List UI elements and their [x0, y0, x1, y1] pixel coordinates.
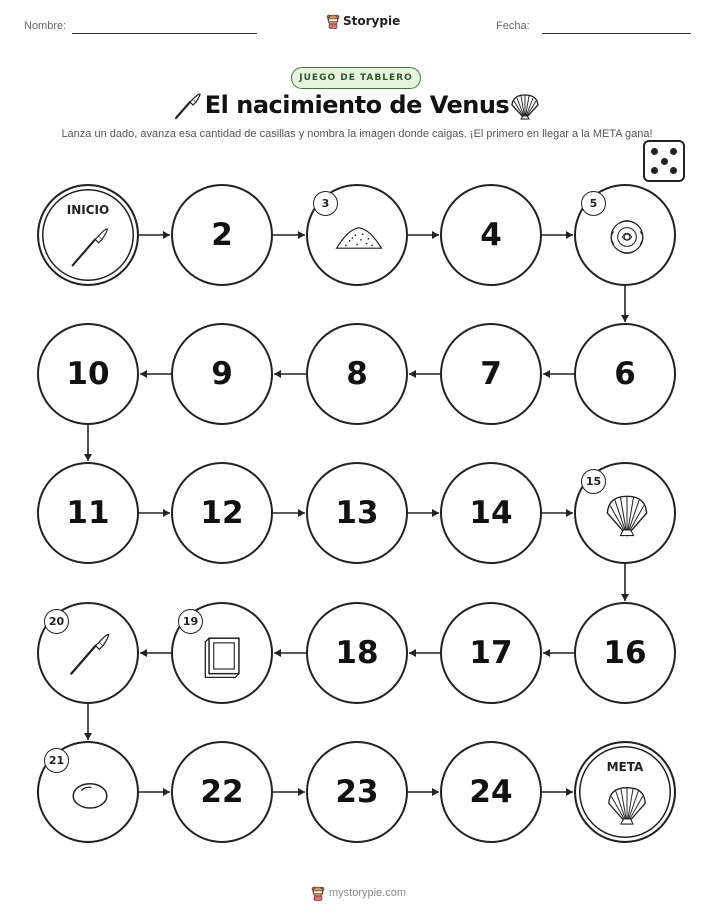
cell-number: 13: [335, 495, 379, 531]
arrowhead-icon: [163, 509, 170, 517]
seashell-icon: [599, 487, 655, 543]
bear-mascot-icon: [311, 885, 325, 901]
board-cell-11: [37, 462, 139, 564]
board-cell-22: [171, 741, 273, 843]
cell-number: 14: [469, 495, 513, 531]
cell-number: 24: [469, 774, 513, 810]
arrowhead-icon: [409, 370, 416, 378]
arrowhead-icon: [621, 594, 629, 601]
board-cell-12: [171, 462, 273, 564]
canvas-frame-icon: [196, 627, 252, 683]
arrowhead-icon: [621, 315, 629, 322]
arrowhead-icon: [140, 649, 147, 657]
arrowhead-icon: [543, 370, 550, 378]
rose-icon: [599, 209, 655, 265]
board-cell-7: [440, 323, 542, 425]
board-cell-21: [37, 741, 139, 843]
board-cell-10: [37, 323, 139, 425]
arrowhead-icon: [566, 509, 573, 517]
arrowhead-icon: [432, 231, 439, 239]
cell-number-badge: 19: [178, 609, 203, 634]
cell-label: INICIO: [66, 203, 110, 217]
footer: [311, 885, 406, 901]
board-cell-2: [171, 184, 273, 286]
cell-label: META: [606, 760, 644, 774]
arrowhead-icon: [409, 649, 416, 657]
arrowhead-icon: [566, 231, 573, 239]
cell-number-badge: 15: [581, 469, 606, 494]
instructions: Lanza un dado, avanza esa cantidad de casillas y nombra la imagen donde caigas. ¡El primero en llegar a la META gana!: [61, 128, 653, 140]
cell-number: 9: [211, 356, 233, 392]
board-cell-13: [306, 462, 408, 564]
brand-name: Storypie: [343, 14, 401, 28]
game-type-badge: JUEGO DE TABLERO: [291, 67, 421, 89]
board-cell-5: [574, 184, 676, 286]
arrowhead-icon: [432, 509, 439, 517]
cell-number: 22: [200, 774, 244, 810]
board-cell-3: [306, 184, 408, 286]
arrowhead-icon: [298, 231, 305, 239]
cell-number-badge: 21: [44, 748, 69, 773]
arrowhead-icon: [84, 733, 92, 740]
seashell-icon: [601, 779, 653, 831]
paintbrush-icon: [64, 222, 116, 274]
name-label: Nombre:: [24, 20, 67, 32]
board-cell-6: [574, 323, 676, 425]
sand-pile-icon: [331, 209, 387, 265]
cell-number: 11: [66, 495, 110, 531]
cell-number: 4: [480, 217, 502, 253]
cell-number: 2: [211, 217, 233, 253]
arrowhead-icon: [543, 649, 550, 657]
finish-cell: [574, 741, 676, 843]
arrowhead-icon: [298, 509, 305, 517]
board-cell-18: [306, 602, 408, 704]
arrowhead-icon: [432, 788, 439, 796]
board-cell-9: [171, 323, 273, 425]
cell-number: 23: [335, 774, 379, 810]
board-cell-4: [440, 184, 542, 286]
cell-number-badge: 20: [44, 609, 69, 634]
board-cell-20: [37, 602, 139, 704]
date-label: Fecha:: [496, 20, 530, 32]
arrowhead-icon: [163, 788, 170, 796]
board-cell-14: [440, 462, 542, 564]
cell-number: 10: [66, 356, 110, 392]
cell-number: 8: [346, 356, 368, 392]
cell-number-badge: 5: [581, 191, 606, 216]
footer-url: mystorypie.com: [329, 887, 407, 899]
board-cell-15: [574, 462, 676, 564]
cell-number: 6: [614, 356, 636, 392]
arrowhead-icon: [566, 788, 573, 796]
board-cell-16: [574, 602, 676, 704]
arrowhead-icon: [163, 231, 170, 239]
cell-number: 7: [480, 356, 502, 392]
cell-number: 16: [603, 635, 647, 671]
arrowhead-icon: [298, 788, 305, 796]
arrowhead-icon: [274, 649, 281, 657]
board-cell-23: [306, 741, 408, 843]
cell-number: 18: [335, 635, 379, 671]
page-title: El nacimiento de Venus: [204, 91, 510, 119]
arrowhead-icon: [274, 370, 281, 378]
arrowhead-icon: [84, 454, 92, 461]
board-cell-17: [440, 602, 542, 704]
board-cell-19: [171, 602, 273, 704]
arrowhead-icon: [140, 370, 147, 378]
pearl-icon: [62, 766, 118, 822]
cell-number-badge: 3: [313, 191, 338, 216]
cell-number: 17: [469, 635, 513, 671]
board-cell-8: [306, 323, 408, 425]
paintbrush-icon: [62, 627, 118, 683]
cell-number: 12: [200, 495, 244, 531]
start-cell: [37, 184, 139, 286]
board-cell-24: [440, 741, 542, 843]
